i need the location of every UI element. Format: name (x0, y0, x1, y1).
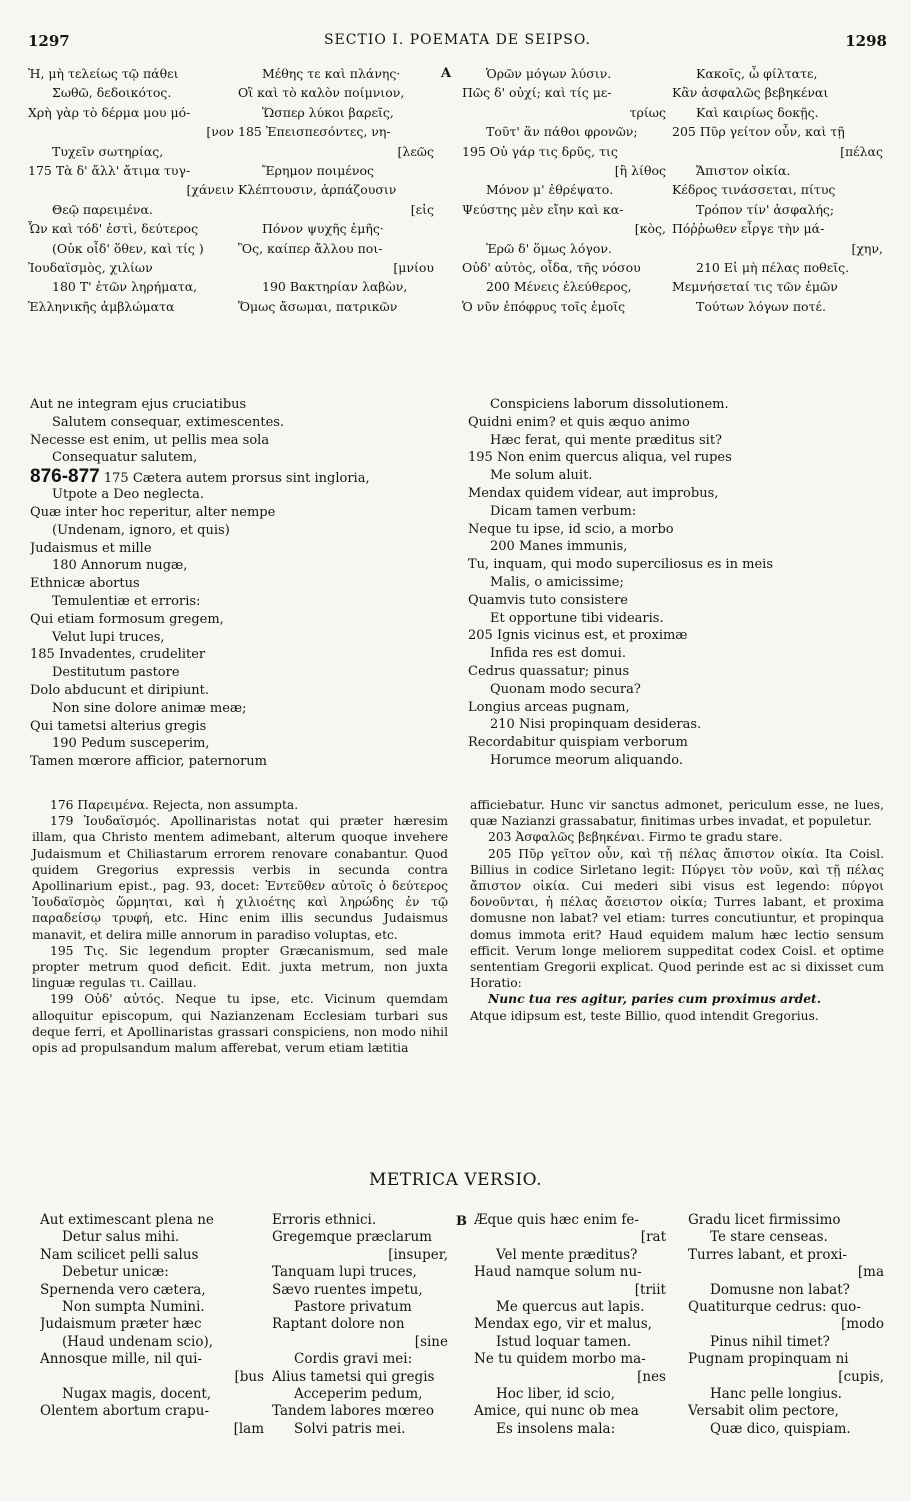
greek-line: Σωθῶ, δεδοικότος. (52, 85, 172, 101)
latin-line: 180 Annorum nugæ, (52, 558, 188, 574)
greek-line: τρίως (629, 104, 666, 120)
greek-line: Πόῤῥωθεν εἶργε τὴν μά- (672, 221, 825, 237)
greek-line: [νον (206, 124, 234, 140)
greek-line: (Οὐκ οἶδ' ὅθεν, καὶ τίς ) (52, 240, 204, 256)
latin-line: Quonam modo secura? (490, 681, 641, 697)
footnote: 176 Παρειμένα. Rejecta, non assumpta. (50, 798, 299, 812)
metrica-column-4 (688, 1212, 888, 1438)
greek-line: [χάνειν (186, 182, 234, 198)
greek-line: Τυχεῖν σωτηρίας, (52, 143, 164, 159)
metrica-line: [modo (841, 1316, 884, 1333)
metrica-line: (Haud undenam scio), (62, 1333, 214, 1350)
greek-line: 195 Οὐ γάρ τις δρῦς, τις (462, 143, 618, 159)
greek-line: 175 Τὰ δ' ἄλλ' ἄτιμα τυγ- (28, 162, 191, 178)
latin-line: Necesse est enim, ut pellis mea sola (30, 432, 270, 448)
metrica-line: [ma (857, 1264, 884, 1281)
latin-line: 195 Non enim quercus aliqua, vel rupes (468, 450, 732, 466)
latin-line: Dolo abducunt et diripiunt. (30, 682, 209, 698)
latin-line: Horumce meorum aliquando. (490, 752, 684, 768)
greek-line: [λεῶς (397, 143, 434, 159)
greek-line: [χην, (851, 240, 883, 256)
greek-line: Ἰουδαϊσμὸς, χιλίων (28, 259, 153, 275)
footnote: 179 Ἰουδαϊσμός. Apollinaristas notat qui præter hæresim illam, qua Christo mentem adimebant, alterum quoque invehere Judaismum et Chiliastarum errorem renovare conabantur. Quod quidem Gregorius expressis verbis in secunda contra Apollinarium epist., pag. 93, docet: Ἐντεῦθεν αὐτοῖς ὁ δεύτερος Ἰουδαϊσμὸς ὥρμηται, καὶ ἡ χιλιοέτης καὶ ληρώδης ἐν τῷ παραδείσῳ τρυφή, etc. Hinc enim illis secundus Judaismus manavit, et delira mille annorum in paradiso voluptas, etc. (32, 814, 448, 942)
metrica-line: Non sumpta Numini. (62, 1298, 205, 1315)
metrica-column-1 (40, 1212, 268, 1438)
latin-line-with-colnum (30, 467, 450, 486)
greek-line: Ἐρῶ δ' ὅμως λόγον. (486, 240, 612, 256)
latin-line: Tamen mœrore afficior, paternorum (30, 754, 267, 770)
metrica-line: Te stare censeas. (710, 1229, 828, 1246)
greek-line: 185 Ἐπεισπεσόντες, νη- (238, 124, 391, 140)
greek-line: [ἢ λίθος (614, 162, 666, 178)
metrica-line: Solvi patris mei. (294, 1420, 406, 1437)
metrica-line: Annosque mille, nil qui- (40, 1351, 202, 1368)
metrica-line: [rat (640, 1229, 666, 1246)
latin-line: Velut lupi truces, (52, 629, 165, 645)
metrica-line: Quatiturque cedrus: quo- (688, 1298, 861, 1315)
metrica-line: Spernenda vero cætera, (40, 1281, 206, 1298)
metrica-line: Domusne non labat? (710, 1281, 850, 1298)
metrica-line: Judaismum præter hæc (40, 1316, 202, 1333)
latin-line: Cedrus quassatur; pinus (468, 663, 630, 679)
margin-marker-b: B (456, 1214, 467, 1229)
latin-line: 175 Cætera autem prorsus sint ingloria, (103, 471, 370, 487)
greek-line: Τοῦτ' ἂν πάθοι φρονῶν; (486, 124, 638, 140)
greek-line: Ὁ νῦν ἐπόφρυς τοῖς ἐμοῖς (462, 298, 626, 314)
section-title: SECTIO I. POEMATA DE SEIPSO. (323, 32, 592, 48)
latin-line: 210 Nisi propinquam desideras. (490, 717, 702, 733)
metrica-line: Turres labant, et proxi- (688, 1246, 847, 1263)
metrica-line: Mendax ego, vir et malus, (474, 1316, 652, 1333)
latin-line: Et opportune tibi videaris. (490, 610, 664, 626)
page-number-left: 1297 (28, 32, 70, 50)
metrica-line: Nugax magis, docent, (62, 1385, 212, 1402)
latin-line: Qui etiam formosum gregem, (30, 611, 224, 627)
metrica-line: Aut extimescant plena ne (40, 1212, 214, 1228)
metrica-line: [sine (414, 1333, 448, 1350)
latin-line: Utpote a Deo neglecta. (52, 487, 204, 503)
latin-line: 200 Manes immunis, (490, 539, 628, 555)
latin-line: Tu, inquam, qui modo superciliosus es in meis (468, 557, 774, 573)
greek-line: 200 Μένεις ἐλεύθερος, (486, 279, 632, 295)
greek-line: [κὸς, (634, 221, 666, 237)
greek-line: Τούτων λόγων ποτέ. (696, 298, 826, 314)
metrica-column-2 (272, 1212, 452, 1438)
latin-line: Non sine dolore animæ meæ; (52, 700, 247, 716)
greek-line: [πέλας (840, 143, 883, 159)
greek-line: Τρόπον τίν' ἀσφαλής; (696, 201, 835, 217)
metrica-line: [nes (637, 1368, 666, 1385)
latin-line: Consequatur salutem, (52, 450, 198, 466)
notes-right (470, 797, 884, 1024)
greek-line: Ψεύστης μὲν εἴην καὶ κα- (462, 201, 624, 217)
metrica-line: [triit (634, 1281, 666, 1298)
metrica-line: Detur salus mihi. (62, 1229, 180, 1246)
metrica-line: Gregemque præclarum (272, 1229, 432, 1246)
greek-line: Πόνον ψυχῆς ἐμῆς· (262, 221, 384, 237)
latin-line: Judaismus et mille (30, 540, 152, 556)
metrica-line: Sævo ruentes impetu, (272, 1281, 423, 1298)
metrica-line: Hanc pelle longius. (710, 1385, 842, 1402)
latin-line: Temulentiæ et erroris: (52, 593, 201, 609)
greek-line: Μόνον μ' ἐθρέψατο. (486, 182, 614, 198)
metrica-line: Tanquam lupi truces, (272, 1264, 417, 1281)
metrica-line: Acceperim pedum, (294, 1385, 423, 1402)
latin-line: Hæc ferat, qui mente præditus sit? (490, 432, 723, 448)
greek-line: Ἔρημον ποιμένος (262, 162, 375, 178)
latin-line: 205 Ignis vicinus est, et proximæ (468, 628, 688, 644)
running-header (28, 32, 887, 56)
metrica-line: Istud loquar tamen. (496, 1333, 632, 1350)
latin-line: Salutem consequar, extimescentes. (52, 414, 285, 430)
column-number: 876-877 (30, 467, 100, 487)
metrica-line: Nam scilicet pelli salus (40, 1246, 199, 1263)
greek-line: Ὧν καὶ τόδ' ἐστὶ, δεύτερος (28, 221, 199, 237)
greek-line: 205 Πῦρ γείτον οὖν, καὶ τῇ (672, 124, 845, 140)
latin-line: Longius arceas pugnam, (468, 699, 630, 715)
metrica-column-3 (474, 1212, 670, 1438)
footnote: afficiebatur. Hunc vir sanctus admonet, periculum esse, ne lues, quæ Nazianzi grassabatur, finitimas urbes invadat, et populetur. (470, 798, 884, 829)
greek-line: Μεμνήσεταί τις τῶν ἐμῶν (672, 279, 838, 295)
metrica-line: Erroris ethnici. (272, 1212, 377, 1228)
greek-line: Κέδρος τινάσσεται, πίτυς (672, 182, 836, 198)
greek-line: Ὃς, καίπερ ἄλλου ποι- (238, 240, 383, 256)
metrica-line: Alius tametsi qui gregis (272, 1368, 435, 1385)
latin-line: 190 Pedum susceperim, (52, 736, 210, 752)
metrica-line: Pastore privatum (294, 1298, 412, 1315)
metrica-line: Æque quis hæc enim fe- (474, 1212, 639, 1228)
greek-line: Μέθης τε καὶ πλάνης· (262, 66, 401, 81)
metrica-line: Tandem labores mœreo (272, 1403, 434, 1420)
greek-line: Ὁρῶν μόγων λύσιν. (486, 66, 612, 81)
greek-line: Ἑλληνικῆς ἀμβλώματα (28, 298, 175, 314)
footnote: 199 Οὐδ' αὐτός. Neque tu ipse, etc. Vicinum quemdam alloquitur episcopum, qui Nazianzenam Ecclesiam turbari sus deque ferri, et Apollinaristas grassari conspiciens, non modo nihil opis ad propulsandum malum afferebat, verum etiam lætitia (32, 992, 448, 1056)
metrica-line: Es insolens mala: (496, 1420, 616, 1437)
footnote: 205 Πῦρ γεῖτον οὖν, καὶ τῇ πέλας ἄπιστον οἰκία. Ita Coisl. Billius in codice Sirletano legit: Πύργει τὸν νοῦν, καὶ τῇ πέλας ἄπιστον οἰκία. Cui mederi sibi visus est legendo: πύργοι δονοῦνται, ἡ πέλας ἄσειστον οἰκία; Turres labant, et proxima domusne non labat? vel etiam: turres concutiuntur, et propinqua domus immota erit? Haud equidem malum hæc lectio sensum efficit. Verum longe meliorem suppeditat codex Coisl. et optime sententiam Gregorii explicat. Quod perinde est ac si dixisset cum Horatio: (470, 846, 884, 991)
footnote-quote: Nunc tua res agitur, paries cum proximus ardet. (488, 991, 822, 1007)
greek-line: 210 Εἰ μὴ πέλας ποθεῖς. (696, 259, 850, 275)
latin-line: Mendax quidem videar, aut improbus, (468, 485, 719, 501)
greek-line: Ἠ, μὴ τελείως τῷ πάθει (28, 66, 179, 81)
metrica-line: Cordis gravi mei: (294, 1351, 413, 1368)
latin-line: Destitutum pastore (52, 665, 180, 681)
latin-line: Malis, o amicissime; (490, 574, 624, 590)
margin-marker-a: A (441, 66, 452, 81)
latin-line: (Undenam, ignoro, et quis) (52, 522, 230, 538)
latin-line: Recordabitur quispiam verborum (468, 735, 688, 751)
latin-line: Aut ne integram ejus cruciatibus (30, 397, 247, 412)
greek-line: Πῶς δ' οὐχί; καὶ τίς με- (462, 85, 612, 101)
metrica-line: Raptant dolore non (272, 1316, 405, 1333)
greek-line: Οἳ καὶ τὸ καλὸν ποίμνιον, (238, 85, 405, 101)
latin-line: Conspiciens laborum dissolutionem. (490, 397, 729, 412)
greek-line: Θεῷ παρειμένα. (52, 201, 153, 217)
latin-line: Qui tametsi alterius gregis (30, 718, 207, 734)
greek-line: [μνίου (393, 259, 434, 275)
metrica-line: Pugnam propinquam ni (688, 1351, 849, 1368)
notes-left (32, 797, 448, 1056)
latin-line: Quæ inter hoc reperitur, alter nempe (30, 504, 276, 520)
greek-line: Οὐδ' αὐτὸς, οἶδα, τῆς νόσου (462, 259, 641, 275)
latin-line: Me solum aluit. (490, 468, 593, 484)
metrica-line: [bus (234, 1368, 264, 1385)
metrica-line: Amice, qui nunc ob mea (474, 1403, 639, 1420)
metrica-line: Vel mente præditus? (496, 1246, 638, 1263)
metrica-line: Quæ dico, quispiam. (710, 1420, 851, 1437)
footnote: 203 Ἀσφαλῶς βεβηκέναι. Firmo te gradu stare. (488, 830, 783, 845)
metrica-line: Me quercus aut lapis. (496, 1298, 645, 1315)
greek-line: Ὅμως ἄσωμαι, πατρικῶν (238, 298, 398, 314)
metrica-line: [lam (233, 1420, 264, 1437)
latin-column-left (30, 396, 450, 771)
greek-line: Κἂν ἀσφαλῶς βεβηκέναι (672, 85, 829, 101)
greek-line: 180 Τ' ἐτῶν ληρήματα, (52, 279, 198, 295)
greek-column-3 (462, 64, 670, 316)
greek-line: [εἰς (410, 201, 434, 217)
latin-line: 185 Invadentes, crudeliter (30, 647, 206, 663)
greek-column-4 (672, 64, 887, 316)
latin-line: Dicam tamen verbum: (490, 503, 637, 519)
metrica-line: Olentem abortum crapu- (40, 1403, 210, 1420)
greek-line: Ὥσπερ λύκοι βαρεῖς, (262, 104, 394, 120)
metrica-title: METRICA VERSIO. (368, 1170, 543, 1190)
metrica-line: Hoc liber, id scio, (496, 1385, 616, 1402)
metrica-line: Versabit olim pectore, (688, 1403, 839, 1420)
greek-line: Χρὴ γὰρ τὸ δέρμα μου μό- (28, 104, 191, 120)
greek-column-1 (28, 64, 238, 316)
footnote: 195 Τις. Sic legendum propter Græcanismum, sed male propter metrum quod deficit. Edit. juxta metrum, non juxta linguæ regulas τι. Caillau. (32, 943, 448, 991)
greek-line: 190 Βακτηρίαν λαβὼν, (262, 279, 408, 295)
latin-line: Infida res est domui. (490, 646, 626, 662)
latin-line: Quamvis tuto consistere (468, 592, 628, 608)
metrica-line: [insuper, (388, 1246, 448, 1263)
greek-line: Κλέπτουσιν, ἁρπάζουσιν (238, 182, 397, 198)
page-number-right: 1298 (845, 32, 887, 50)
metrica-line: Gradu licet firmissimo (688, 1212, 841, 1228)
metrica-line: Pinus nihil timet? (710, 1333, 830, 1350)
metrica-line: Haud namque solum nu- (474, 1264, 642, 1281)
latin-line: Ethnicæ abortus (30, 576, 140, 592)
metrica-line: Debetur unicæ: (62, 1264, 169, 1281)
greek-line: Καὶ καιρίως δοκῇς. (696, 104, 819, 120)
metrica-line: Ne tu quidem morbo ma- (474, 1351, 646, 1368)
footnote: Atque idipsum est, teste Billio, quod intendit Gregorius. (470, 1008, 819, 1023)
latin-column-right (468, 396, 888, 770)
greek-column-2 (238, 64, 438, 316)
latin-line: Quidni enim? et quis æquo animo (468, 414, 690, 430)
latin-line: Neque tu ipse, id scio, a morbo (468, 521, 674, 537)
metrica-line: [cupis, (838, 1368, 884, 1385)
greek-line: Ἄπιστον οἰκία. (696, 162, 791, 178)
greek-line: Κακοῖς, ὦ φίλτατε, (696, 66, 818, 81)
